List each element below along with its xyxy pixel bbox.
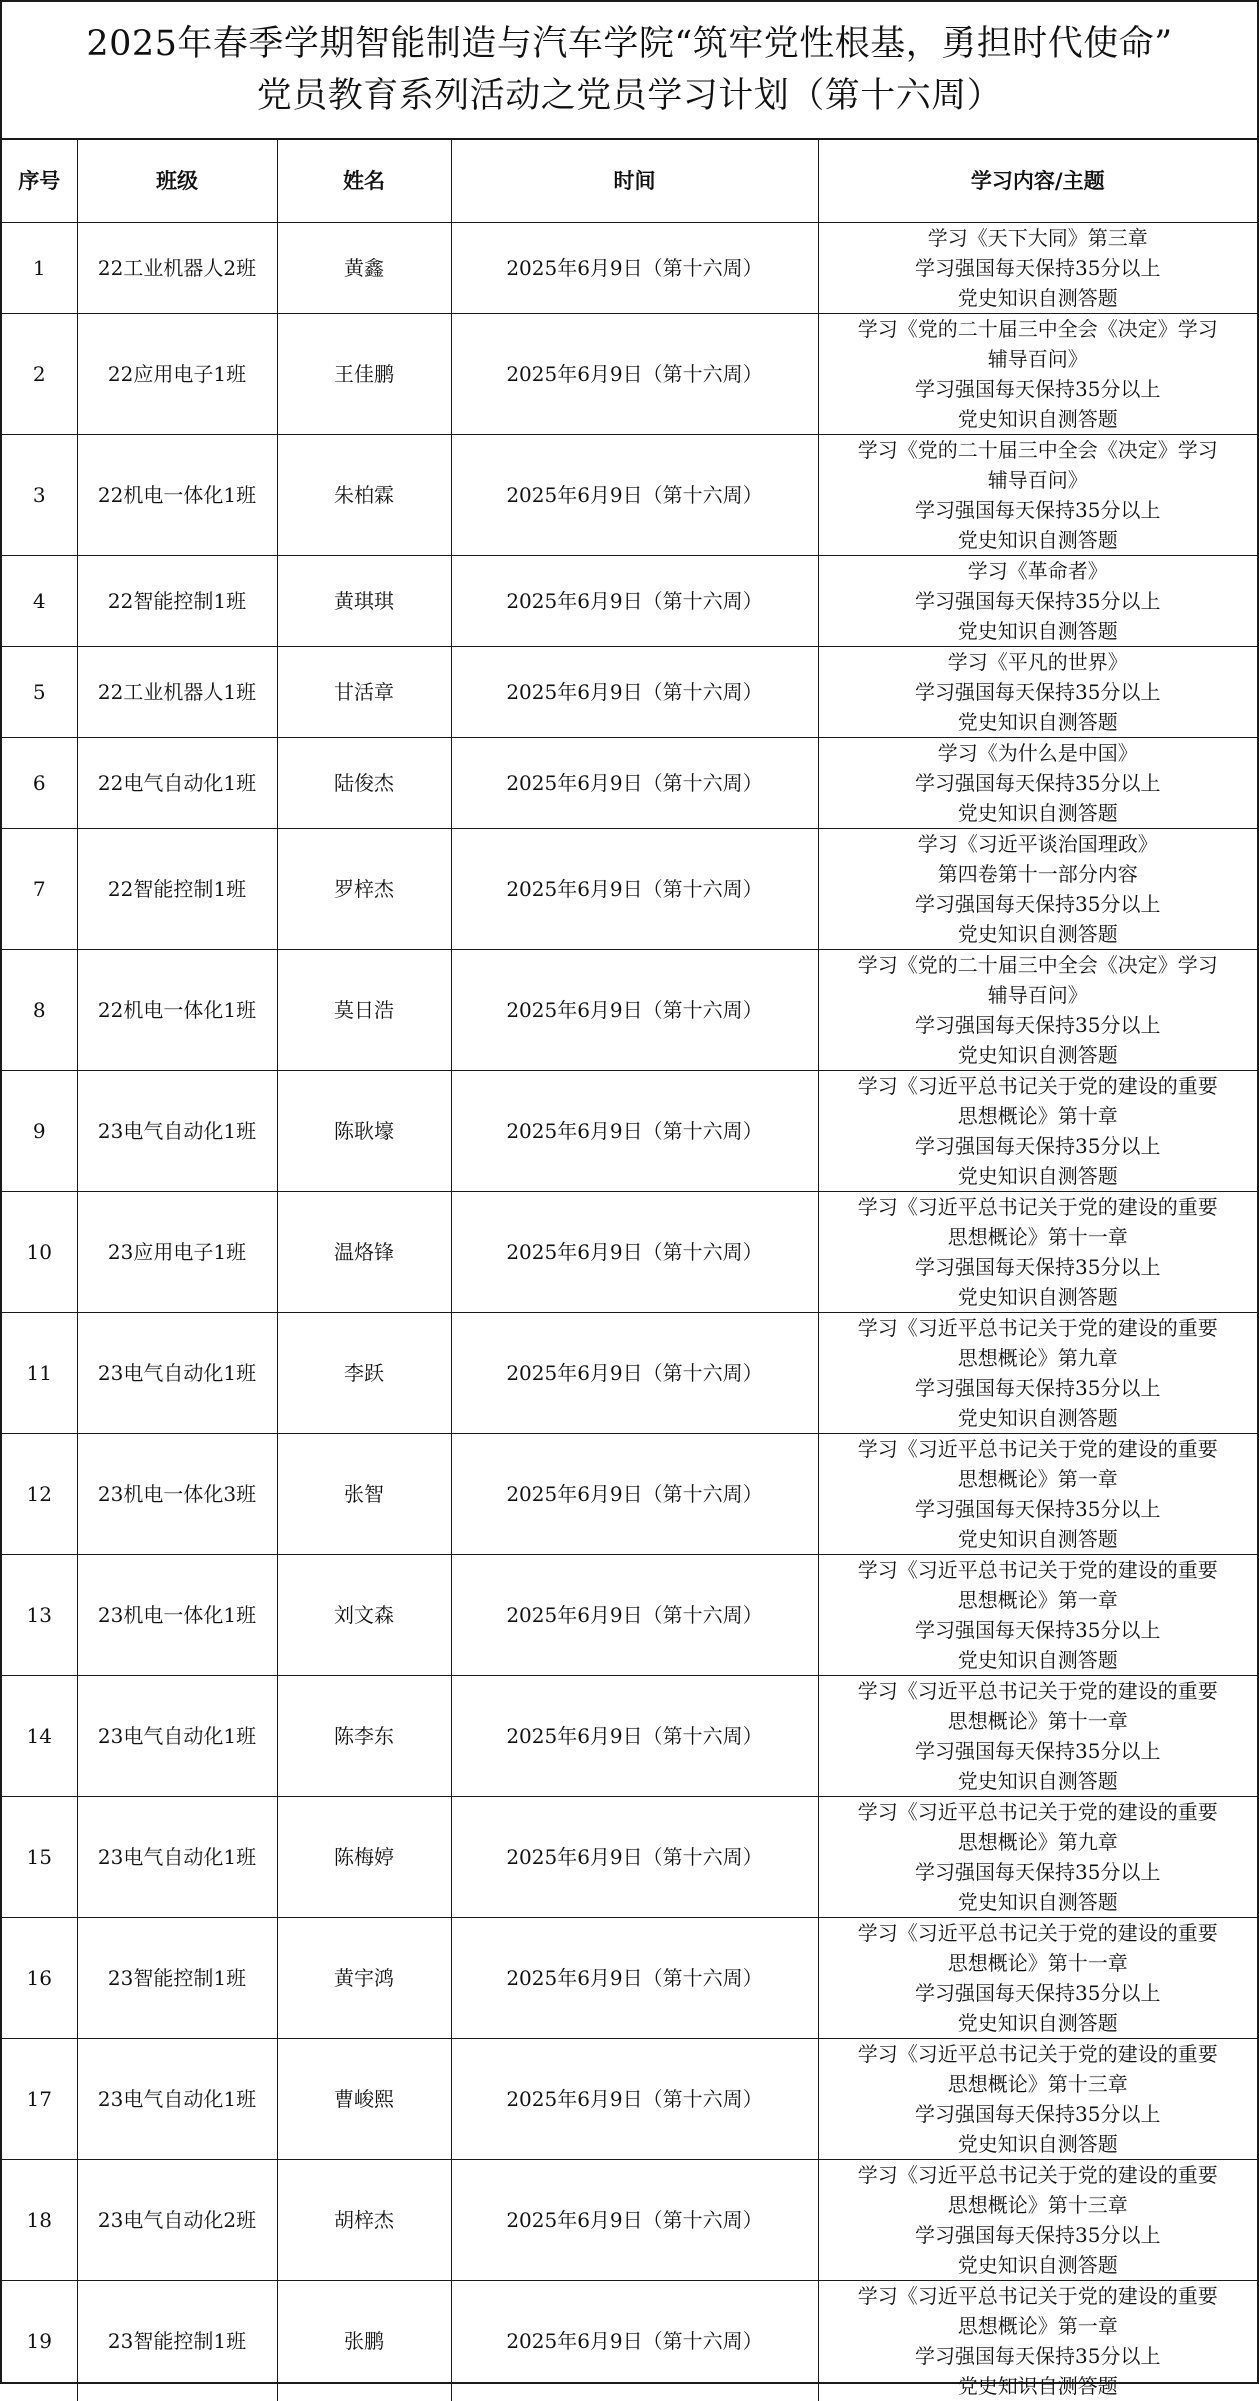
row-time-cell: 2025年6月9日（第十六周） [451,950,818,1071]
row-time-cell: 2025年6月9日（第十六周） [451,647,818,738]
row-name-cell: 张智 [277,1434,451,1555]
content-line: 党史知识自测答题 [819,1040,1258,1070]
row-content-cell [818,1797,1257,1918]
row-index-cell: 8 [2,950,77,1071]
content-line: 党史知识自测答题 [819,2371,1258,2401]
content-line: 党史知识自测答题 [819,283,1258,313]
row-time-cell: 2025年6月9日（第十六周） [451,556,818,647]
content-line: 党史知识自测答题 [819,798,1258,828]
content-line: 党史知识自测答题 [819,1766,1258,1796]
row-class-cell: 22智能控制1班 [77,829,277,950]
content-line: 党史知识自测答题 [819,2250,1258,2280]
row-class-cell: 22机电一体化1班 [77,435,277,556]
row-time-cell: 2025年6月9日（第十六周） [451,314,818,435]
content-line: 学习强国每天保持35分以上 [819,1978,1258,2008]
content-line: 党史知识自测答题 [819,1403,1258,1433]
row-time-cell: 2025年6月9日（第十六周） [451,829,818,950]
table-row [2,2281,1257,2401]
table-row [2,556,1257,647]
content-line: 学习强国每天保持35分以上 [819,1010,1258,1040]
row-time-cell: 2025年6月9日（第十六周） [451,2039,818,2160]
row-class-cell: 23电气自动化1班 [77,1676,277,1797]
content-line: 党史知识自测答题 [819,404,1258,434]
row-class-cell: 23智能控制1班 [77,2281,277,2401]
row-content-cell [818,435,1257,556]
row-class-cell: 22机电一体化1班 [77,950,277,1071]
content-line: 党史知识自测答题 [819,1161,1258,1191]
row-class-cell: 23机电一体化3班 [77,1434,277,1555]
content-line: 辅导百问》 [819,344,1258,374]
row-name-cell: 莫日浩 [277,950,451,1071]
table-row [2,2039,1257,2160]
row-name-cell: 温烙锋 [277,1192,451,1313]
row-time-cell: 2025年6月9日（第十六周） [451,1918,818,2039]
content-line: 学习强国每天保持35分以上 [819,374,1258,404]
row-class-cell: 22电气自动化1班 [77,738,277,829]
table-body [2,223,1257,2401]
content-line: 学习《习近平总书记关于党的建设的重要 [819,1434,1258,1464]
row-name-cell: 李跃 [277,1313,451,1434]
table-row [2,1918,1257,2039]
content-line: 学习强国每天保持35分以上 [819,1615,1258,1645]
row-content-cell [818,1676,1257,1797]
row-name-cell: 黄鑫 [277,223,451,314]
content-line: 学习强国每天保持35分以上 [819,1373,1258,1403]
row-time-cell: 2025年6月9日（第十六周） [451,1434,818,1555]
content-line: 思想概论》第十一章 [819,1706,1258,1736]
row-content-cell [818,2160,1257,2281]
row-index-cell: 3 [2,435,77,556]
content-line: 学习强国每天保持35分以上 [819,1857,1258,1887]
row-class-cell: 23应用电子1班 [77,1192,277,1313]
row-index-cell: 5 [2,647,77,738]
content-line: 学习《习近平总书记关于党的建设的重要 [819,2039,1258,2069]
row-index-cell: 12 [2,1434,77,1555]
row-content-cell [818,738,1257,829]
content-line: 学习强国每天保持35分以上 [819,253,1258,283]
row-index-cell: 4 [2,556,77,647]
content-line: 思想概论》第九章 [819,1827,1258,1857]
content-line: 思想概论》第九章 [819,1343,1258,1373]
content-line: 学习《习近平总书记关于党的建设的重要 [819,1313,1258,1343]
row-content-cell [818,1555,1257,1676]
content-line: 学习《习近平总书记关于党的建设的重要 [819,1797,1258,1827]
table-row [2,1071,1257,1192]
row-index-cell: 7 [2,829,77,950]
content-line: 学习《习近平谈治国理政》 [819,829,1258,859]
row-class-cell: 23电气自动化1班 [77,1071,277,1192]
row-content-cell [818,2039,1257,2160]
row-time-cell: 2025年6月9日（第十六周） [451,1313,818,1434]
row-index-cell: 19 [2,2281,77,2401]
row-name-cell: 黄宇鸿 [277,1918,451,2039]
row-time-cell: 2025年6月9日（第十六周） [451,2281,818,2401]
row-name-cell: 陈李东 [277,1676,451,1797]
content-line: 学习强国每天保持35分以上 [819,1131,1258,1161]
row-index-cell: 16 [2,1918,77,2039]
content-line: 学习《平凡的世界》 [819,647,1258,677]
row-name-cell: 朱柏霖 [277,435,451,556]
content-line: 辅导百问》 [819,980,1258,1010]
row-content-cell [818,1918,1257,2039]
row-time-cell: 2025年6月9日（第十六周） [451,1797,818,1918]
row-name-cell: 刘文森 [277,1555,451,1676]
table-row [2,435,1257,556]
row-content-cell [818,1071,1257,1192]
header-cell-class: 班级 [77,140,277,223]
row-index-cell: 1 [2,223,77,314]
row-content-cell [818,2281,1257,2401]
row-content-cell [818,1434,1257,1555]
table-row [2,829,1257,950]
row-time-cell: 2025年6月9日（第十六周） [451,1192,818,1313]
page-title-line1: 2025年春季学期智能制造与汽车学院“筑牢党性根基，勇担时代使命” [86,18,1172,70]
content-line: 党史知识自测答题 [819,525,1258,555]
content-line: 学习《党的二十届三中全会《决定》学习 [819,950,1258,980]
row-class-cell: 23机电一体化1班 [77,1555,277,1676]
row-content-cell [818,829,1257,950]
content-line: 学习《习近平总书记关于党的建设的重要 [819,2281,1258,2311]
row-name-cell: 胡梓杰 [277,2160,451,2281]
content-line: 思想概论》第十一章 [819,1948,1258,1978]
table-row [2,1192,1257,1313]
content-line: 党史知识自测答题 [819,707,1258,737]
row-class-cell: 23智能控制1班 [77,1918,277,2039]
content-line: 党史知识自测答题 [819,1645,1258,1675]
content-line: 学习强国每天保持35分以上 [819,2341,1258,2371]
header-cell-name: 姓名 [277,140,451,223]
row-content-cell [818,1313,1257,1434]
content-line: 学习强国每天保持35分以上 [819,1736,1258,1766]
table-row [2,2160,1257,2281]
content-line: 学习《习近平总书记关于党的建设的重要 [819,1555,1258,1585]
content-line: 党史知识自测答题 [819,616,1258,646]
row-name-cell: 甘活章 [277,647,451,738]
row-class-cell: 22工业机器人1班 [77,647,277,738]
page-title-line2: 党员教育系列活动之党员学习计划（第十六周） [257,70,1003,122]
study-plan-table [2,140,1257,2401]
row-index-cell: 14 [2,1676,77,1797]
row-content-cell [818,647,1257,738]
table-row [2,738,1257,829]
content-line: 学习《为什么是中国》 [819,738,1258,768]
table-row [2,314,1257,435]
header-cell-time: 时间 [451,140,818,223]
row-time-cell: 2025年6月9日（第十六周） [451,1555,818,1676]
content-line: 党史知识自测答题 [819,1524,1258,1554]
table-row [2,1676,1257,1797]
content-line: 学习强国每天保持35分以上 [819,677,1258,707]
title-block [2,2,1257,140]
content-line: 学习强国每天保持35分以上 [819,889,1258,919]
row-content-cell [818,556,1257,647]
row-index-cell: 10 [2,1192,77,1313]
row-class-cell: 23电气自动化2班 [77,2160,277,2281]
row-class-cell: 23电气自动化1班 [77,2039,277,2160]
row-index-cell: 11 [2,1313,77,1434]
content-line: 思想概论》第十三章 [819,2069,1258,2099]
row-class-cell: 23电气自动化1班 [77,1797,277,1918]
row-name-cell: 陆俊杰 [277,738,451,829]
content-line: 党史知识自测答题 [819,1887,1258,1917]
table-row [2,1555,1257,1676]
row-time-cell: 2025年6月9日（第十六周） [451,1676,818,1797]
table-row [2,1313,1257,1434]
content-line: 党史知识自测答题 [819,2129,1258,2159]
row-name-cell: 陈耿壕 [277,1071,451,1192]
content-line: 学习《习近平总书记关于党的建设的重要 [819,2160,1258,2190]
row-index-cell: 18 [2,2160,77,2281]
content-line: 党史知识自测答题 [819,919,1258,949]
row-time-cell: 2025年6月9日（第十六周） [451,223,818,314]
row-content-cell [818,1192,1257,1313]
content-line: 学习《习近平总书记关于党的建设的重要 [819,1192,1258,1222]
content-line: 学习强国每天保持35分以上 [819,586,1258,616]
row-name-cell: 罗梓杰 [277,829,451,950]
content-line: 学习《习近平总书记关于党的建设的重要 [819,1918,1258,1948]
content-line: 思想概论》第一章 [819,1464,1258,1494]
row-index-cell: 9 [2,1071,77,1192]
row-content-cell [818,223,1257,314]
row-name-cell: 王佳鹏 [277,314,451,435]
table-row [2,950,1257,1071]
content-line: 党史知识自测答题 [819,2008,1258,2038]
content-line: 学习《天下大同》第三章 [819,223,1258,253]
row-time-cell: 2025年6月9日（第十六周） [451,1071,818,1192]
row-index-cell: 6 [2,738,77,829]
content-line: 思想概论》第一章 [819,2311,1258,2341]
row-class-cell: 22应用电子1班 [77,314,277,435]
row-name-cell: 黄琪琪 [277,556,451,647]
row-content-cell [818,314,1257,435]
table-row [2,1797,1257,1918]
content-line: 学习《党的二十届三中全会《决定》学习 [819,314,1258,344]
table-row [2,223,1257,314]
row-time-cell: 2025年6月9日（第十六周） [451,2160,818,2281]
content-line: 思想概论》第十章 [819,1101,1258,1131]
content-line: 学习强国每天保持35分以上 [819,1252,1258,1282]
content-line: 学习强国每天保持35分以上 [819,2099,1258,2129]
row-time-cell: 2025年6月9日（第十六周） [451,435,818,556]
content-line: 学习《党的二十届三中全会《决定》学习 [819,435,1258,465]
row-time-cell: 2025年6月9日（第十六周） [451,738,818,829]
content-line: 学习《革命者》 [819,556,1258,586]
content-line: 党史知识自测答题 [819,1282,1258,1312]
content-line: 第四卷第十一部分内容 [819,859,1258,889]
row-index-cell: 15 [2,1797,77,1918]
row-class-cell: 22智能控制1班 [77,556,277,647]
content-line: 思想概论》第十一章 [819,1222,1258,1252]
row-content-cell [818,950,1257,1071]
row-index-cell: 13 [2,1555,77,1676]
content-line: 学习强国每天保持35分以上 [819,1494,1258,1524]
content-line: 思想概论》第一章 [819,1585,1258,1615]
content-line: 学习强国每天保持35分以上 [819,495,1258,525]
row-name-cell: 曹峻熙 [277,2039,451,2160]
row-name-cell: 张鹏 [277,2281,451,2401]
row-class-cell: 22工业机器人2班 [77,223,277,314]
header-cell-index: 序号 [2,140,77,223]
content-line: 辅导百问》 [819,465,1258,495]
table-row [2,647,1257,738]
table-header-row [2,140,1257,223]
header-cell-content: 学习内容/主题 [818,140,1257,223]
content-line: 思想概论》第十三章 [819,2190,1258,2220]
content-line: 学习强国每天保持35分以上 [819,768,1258,798]
content-line: 学习强国每天保持35分以上 [819,2220,1258,2250]
row-index-cell: 2 [2,314,77,435]
content-line: 学习《习近平总书记关于党的建设的重要 [819,1071,1258,1101]
table-row [2,1434,1257,1555]
row-index-cell: 17 [2,2039,77,2160]
content-line: 学习《习近平总书记关于党的建设的重要 [819,1676,1258,1706]
row-class-cell: 23电气自动化1班 [77,1313,277,1434]
row-name-cell: 陈梅婷 [277,1797,451,1918]
